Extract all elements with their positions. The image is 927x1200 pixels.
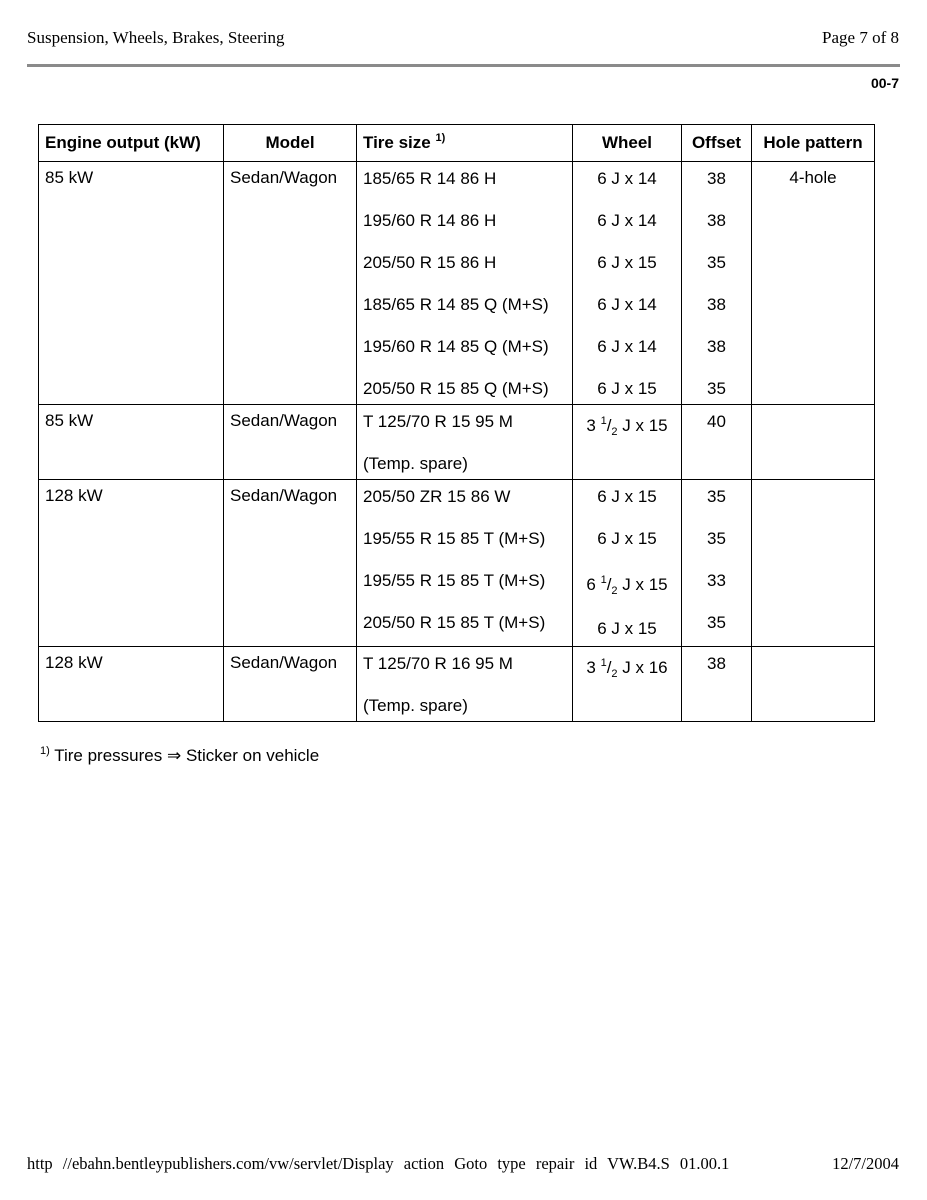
footnote-ref: 1) (435, 132, 446, 144)
wheel-fraction-den: 2 (611, 426, 618, 438)
wheel-fraction-num: 1 (600, 415, 607, 427)
wheel-size: 6 J x 15 (597, 487, 657, 506)
offset-value: 38 (707, 295, 726, 314)
tire-size-cell (357, 162, 573, 405)
wheel-whole: 6 (586, 575, 596, 594)
model-cell: Sedan/Wagon (224, 162, 357, 405)
tire-size: 205/50 R 15 86 H (363, 253, 497, 272)
wheel-size: 6 J x 15 (597, 253, 657, 272)
offset-cell (682, 480, 752, 647)
wheel-size-text: 6 J x 15 (597, 619, 657, 638)
wheel-size: 6 J x 14 (597, 169, 657, 188)
wheel-fraction-den: 2 (611, 668, 618, 680)
arrow-right-icon: ⇒ (166, 746, 182, 765)
wheel-fraction-num: 1 (600, 657, 607, 669)
wheel-rest: J x 16 (622, 658, 668, 677)
tire-size: 205/50 R 15 85 T (M+S) (363, 613, 546, 632)
model-cell: Sedan/Wagon (224, 405, 357, 480)
offset-value: 35 (707, 613, 726, 632)
offset-value: 38 (707, 337, 726, 356)
tire-size: 195/55 R 15 85 T (M+S) (363, 529, 546, 548)
wheel-whole: 3 (586, 658, 596, 677)
wheel-cell (573, 647, 682, 722)
wheel-cell (573, 405, 682, 480)
wheel-size (579, 612, 675, 644)
engine-output-cell: 128 kW (39, 647, 224, 722)
header-wheel: Wheel (573, 125, 682, 162)
offset-value: 33 (707, 571, 726, 590)
hole-pattern-cell (752, 480, 875, 647)
header-hole-pattern: Hole pattern (752, 125, 875, 162)
engine-output-cell: 85 kW (39, 162, 224, 405)
offset-value: 35 (707, 487, 726, 506)
wheel-cell (573, 162, 682, 405)
model-cell: Sedan/Wagon (224, 647, 357, 722)
wheel-size: 3 $^1/_2$ J x 15 (586, 415, 668, 438)
tire-spec-table (38, 124, 875, 722)
tire-size-cell (357, 647, 573, 722)
model-cell: Sedan/Wagon (224, 480, 357, 647)
table-row (39, 647, 875, 722)
tire-note: (Temp. spare) (363, 454, 468, 473)
wheel-size: 6 J x 15 (597, 379, 657, 398)
source-url: http //ebahn.bentleypublishers.com/vw/servlet/Display action Goto type repair id VW.B4.S 01.00.1 (27, 1154, 730, 1173)
table-row (39, 162, 875, 405)
engine-output-cell: 85 kW (39, 405, 224, 480)
offset-value: 40 (707, 412, 726, 431)
print-date: 12/7/2004 (832, 1154, 899, 1173)
page-indicator: Page 7 of 8 (822, 28, 899, 47)
offset-value: 38 (707, 654, 726, 673)
tire-size: T 125/70 R 15 95 M (363, 412, 513, 431)
table-header-row (39, 125, 875, 162)
wheel-fraction-den: 2 (611, 585, 618, 597)
table-row (39, 480, 875, 647)
tire-size: 195/60 R 14 85 Q (M+S) (363, 337, 549, 356)
header-tire-size-label: Tire size (363, 133, 431, 152)
hole-pattern-cell (752, 647, 875, 722)
tire-size: 195/60 R 14 86 H (363, 211, 497, 230)
footnote-text: Tire pressures (54, 746, 163, 765)
wheel-size: 6 J x 14 (597, 211, 657, 230)
offset-value: 35 (707, 253, 726, 272)
wheel-rest: J x 15 (622, 416, 668, 435)
tire-size-cell (357, 480, 573, 647)
header-tire-size (357, 125, 573, 162)
footnote-mark: 1) (40, 745, 50, 757)
wheel-rest: J x 15 (622, 575, 668, 594)
header-offset: Offset (682, 125, 752, 162)
offset-cell (682, 162, 752, 405)
section-code: 00-7 (870, 75, 899, 91)
wheel-size: 6 $^1/_2$ J x 15 (586, 574, 668, 597)
tire-size: 205/50 ZR 15 86 W (363, 487, 511, 506)
offset-value: 35 (707, 379, 726, 398)
hole-pattern-cell: 4-hole (752, 162, 875, 405)
offset-cell (682, 647, 752, 722)
footnote-target: Sticker on vehicle (185, 746, 320, 765)
tire-size: 205/50 R 15 85 Q (M+S) (363, 379, 549, 398)
footnote (40, 746, 319, 766)
document-title: Suspension, Wheels, Brakes, Steering (27, 28, 285, 47)
page-footer (27, 1154, 899, 1174)
tire-size: 185/65 R 14 86 H (363, 169, 497, 188)
offset-value: 35 (707, 529, 726, 548)
wheel-whole: 3 (586, 416, 596, 435)
hole-pattern-cell (752, 405, 875, 480)
tire-size-cell (357, 405, 573, 480)
wheel-size: 6 J x 15 (597, 529, 657, 548)
offset-value: 38 (707, 169, 726, 188)
wheel-size: 3 $^1/_2$ J x 16 (586, 657, 668, 680)
header-engine-output: Engine output (kW) (39, 125, 224, 162)
wheel-fraction-num: 1 (600, 574, 607, 586)
tire-size: 195/55 R 15 85 T (M+S) (363, 571, 546, 590)
header-model: Model (224, 125, 357, 162)
wheel-size: 6 J x 14 (597, 337, 657, 356)
tire-size: T 125/70 R 16 95 M (363, 654, 513, 673)
wheel-cell (573, 480, 682, 647)
tire-note: (Temp. spare) (363, 696, 468, 715)
tire-size: 185/65 R 14 85 Q (M+S) (363, 295, 549, 314)
offset-cell (682, 405, 752, 480)
engine-output-cell: 128 kW (39, 480, 224, 647)
header-rule (27, 64, 900, 67)
offset-value: 38 (707, 211, 726, 230)
table-row (39, 405, 875, 480)
wheel-size: 6 J x 14 (597, 295, 657, 314)
